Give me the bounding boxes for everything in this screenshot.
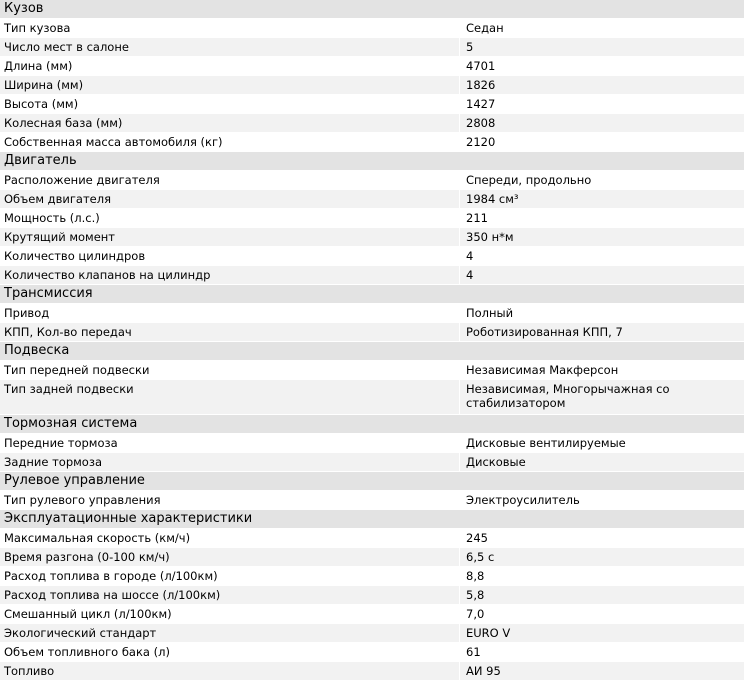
spec-value: 4701 <box>460 57 744 75</box>
spec-row <box>0 586 744 604</box>
spec-label: Объем топливного бака (л) <box>0 643 459 661</box>
spec-value: 1984 см³ <box>460 190 744 208</box>
spec-value: Дисковые <box>460 453 744 471</box>
spec-label: Число мест в салоне <box>0 38 459 56</box>
spec-value: 350 н*м <box>460 228 744 246</box>
spec-label: Длина (мм) <box>0 57 459 75</box>
section-header: Рулевое управление <box>0 472 744 490</box>
spec-row <box>0 171 744 189</box>
spec-row <box>0 529 744 547</box>
spec-label: Мощность (л.с.) <box>0 209 459 227</box>
spec-label: Смешанный цикл (л/100км) <box>0 605 459 623</box>
spec-label: Колесная база (мм) <box>0 114 459 132</box>
spec-value: 8,8 <box>460 567 744 585</box>
spec-value: Дисковые вентилируемые <box>460 434 744 452</box>
spec-row <box>0 434 744 452</box>
spec-row <box>0 114 744 132</box>
spec-label: Экологический стандарт <box>0 624 459 642</box>
spec-value: Независимая, Многорычажная со стабилизатором <box>460 380 744 414</box>
section-header: Двигатель <box>0 152 744 170</box>
spec-row <box>0 228 744 246</box>
spec-label: Количество цилиндров <box>0 247 459 265</box>
spec-row <box>0 304 744 322</box>
spec-label: Крутящий момент <box>0 228 459 246</box>
spec-label: Тип рулевого управления <box>0 491 459 509</box>
spec-row <box>0 491 744 509</box>
section-header: Кузов <box>0 0 744 18</box>
spec-row <box>0 19 744 37</box>
spec-value: АИ 95 <box>460 662 744 680</box>
spec-label: Высота (мм) <box>0 95 459 113</box>
spec-value: 1427 <box>460 95 744 113</box>
spec-row <box>0 266 744 284</box>
spec-label: Ширина (мм) <box>0 76 459 94</box>
spec-value: Роботизированная КПП, 7 <box>460 323 744 341</box>
spec-value: 5,8 <box>460 586 744 604</box>
spec-row <box>0 453 744 471</box>
spec-value: 2120 <box>460 133 744 151</box>
section-header: Эксплуатационные характеристики <box>0 510 744 528</box>
spec-value: Седан <box>460 19 744 37</box>
spec-row <box>0 247 744 265</box>
spec-label: Время разгона (0-100 км/ч) <box>0 548 459 566</box>
spec-row <box>0 567 744 585</box>
section-header: Тормозная система <box>0 415 744 433</box>
spec-row <box>0 662 744 680</box>
spec-label: Тип кузова <box>0 19 459 37</box>
spec-value: 7,0 <box>460 605 744 623</box>
spec-value: EURO V <box>460 624 744 642</box>
spec-label: Количество клапанов на цилиндр <box>0 266 459 284</box>
spec-row <box>0 605 744 623</box>
spec-value: Полный <box>460 304 744 322</box>
spec-label: Расход топлива в городе (л/100км) <box>0 567 459 585</box>
spec-label: Объем двигателя <box>0 190 459 208</box>
spec-label: КПП, Кол-во передач <box>0 323 459 341</box>
spec-value: 6,5 с <box>460 548 744 566</box>
spec-value: 5 <box>460 38 744 56</box>
spec-row <box>0 57 744 75</box>
spec-row <box>0 548 744 566</box>
spec-row <box>0 76 744 94</box>
spec-label: Тип задней подвески <box>0 380 459 414</box>
spec-label: Собственная масса автомобиля (кг) <box>0 133 459 151</box>
spec-row <box>0 38 744 56</box>
spec-label: Задние тормоза <box>0 453 459 471</box>
spec-label: Расход топлива на шоссе (л/100км) <box>0 586 459 604</box>
spec-row <box>0 133 744 151</box>
spec-value: 245 <box>460 529 744 547</box>
spec-value: 4 <box>460 247 744 265</box>
spec-label: Расположение двигателя <box>0 171 459 189</box>
spec-label: Передние тормоза <box>0 434 459 452</box>
section-header: Трансмиссия <box>0 285 744 303</box>
spec-row <box>0 643 744 661</box>
spec-value: Электроусилитель <box>460 491 744 509</box>
spec-row <box>0 95 744 113</box>
spec-label: Максимальная скорость (км/ч) <box>0 529 459 547</box>
spec-label: Топливо <box>0 662 459 680</box>
spec-row <box>0 209 744 227</box>
spec-value: Независимая Макферсон <box>460 361 744 379</box>
spec-row <box>0 624 744 642</box>
spec-value: 61 <box>460 643 744 661</box>
spec-value: Спереди, продольно <box>460 171 744 189</box>
spec-row <box>0 323 744 341</box>
spec-row <box>0 380 744 414</box>
spec-label: Привод <box>0 304 459 322</box>
spec-value: 4 <box>460 266 744 284</box>
spec-value: 2808 <box>460 114 744 132</box>
spec-row <box>0 361 744 379</box>
section-header: Подвеска <box>0 342 744 360</box>
spec-value: 211 <box>460 209 744 227</box>
spec-label: Тип передней подвески <box>0 361 459 379</box>
spec-row <box>0 190 744 208</box>
spec-value: 1826 <box>460 76 744 94</box>
